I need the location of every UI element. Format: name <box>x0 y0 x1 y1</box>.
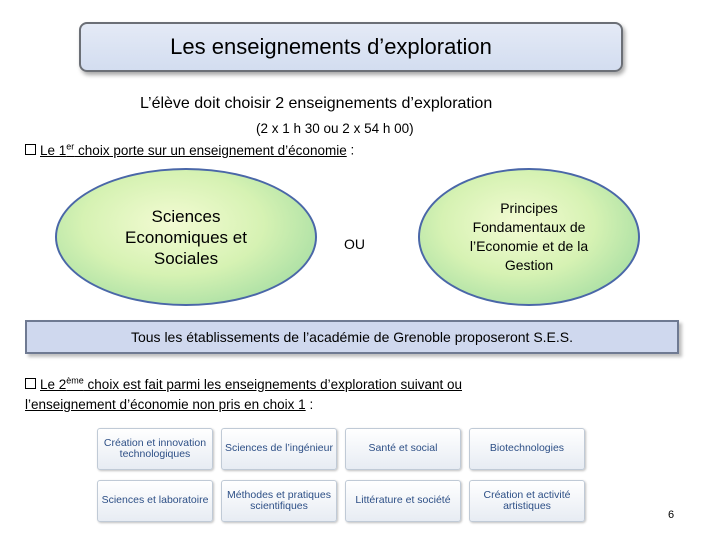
course-creation-artistiques: Création et activité artistiques <box>469 480 585 522</box>
title-box <box>79 22 623 72</box>
banner-text: Tous les établissements de l’académie de Grenoble proposeront S.E.S. <box>130 329 574 345</box>
or-label: OU <box>344 236 365 252</box>
course-sante-social: Santé et social <box>345 428 461 470</box>
option-ses-label: Sciences Economiques et Sociales <box>125 206 247 268</box>
course-biotechnologies: Biotechnologies <box>469 428 585 470</box>
course-creation-innovation: Création et innovation technologiques <box>97 428 213 470</box>
first-choice-text: Le 1er choix porte sur un enseignement d’économie : <box>25 141 354 158</box>
hours-text: (2 x 1 h 30 ou 2 x 54 h 00) <box>256 121 414 136</box>
option-ses-ellipse <box>55 168 317 306</box>
course-grid <box>97 428 583 524</box>
second-choice-text: Le 2ème choix est fait parmi les enseignements d’exploration suivant ou l’enseignement d’économie non pris en choix 1 : <box>25 375 463 412</box>
option-pfeg-label: Principes Fondamentaux de l’Economie et de la Gestion <box>469 200 589 273</box>
page-number: 6 <box>668 509 675 521</box>
page-title: Les enseignements d’exploration <box>170 34 492 59</box>
course-litterature-societe: Littérature et société <box>345 480 461 522</box>
checkbox-bullet-icon <box>25 144 36 155</box>
course-sciences-laboratoire: Sciences et laboratoire <box>97 480 213 522</box>
option-pfeg-ellipse <box>418 168 640 306</box>
course-sciences-ingenieur: Sciences de l’ingénieur <box>221 428 337 470</box>
checkbox-bullet-icon <box>25 378 36 389</box>
course-methodes-pratiques: Méthodes et pratiques scientifiques <box>221 480 337 522</box>
banner <box>25 320 679 354</box>
intro-text: L’élève doit choisir 2 enseignements d’exploration <box>140 95 493 112</box>
